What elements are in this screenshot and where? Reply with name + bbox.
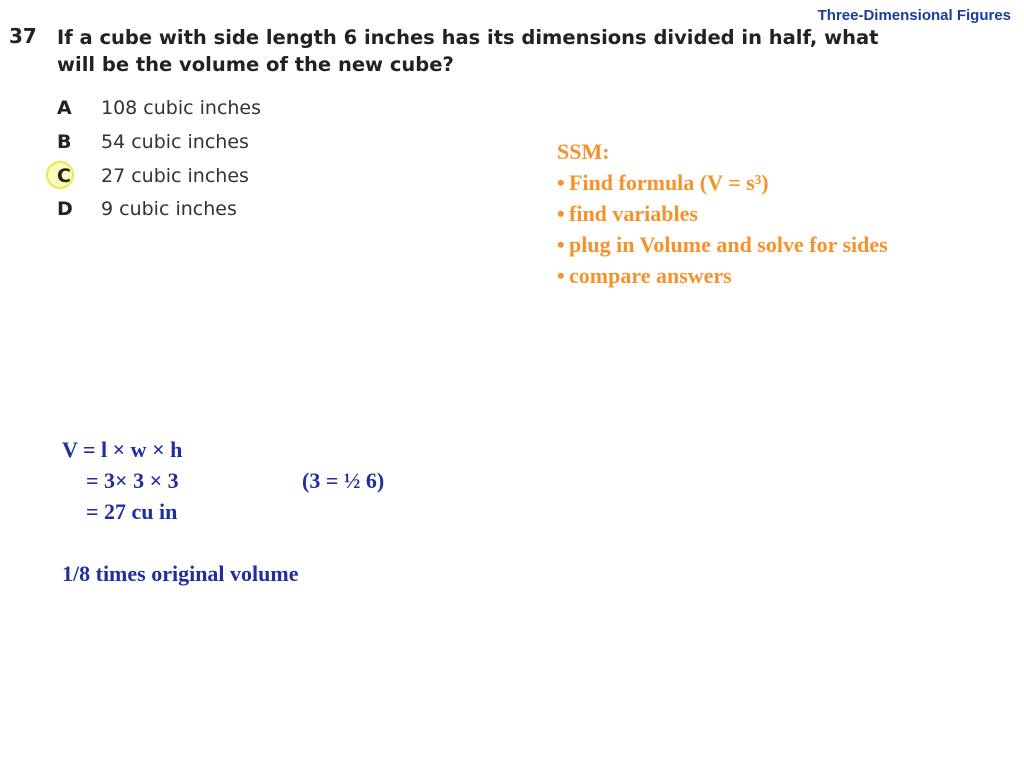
ssm-strategy bbox=[557, 136, 888, 291]
choice-d-text: 9 cubic inches bbox=[101, 198, 237, 220]
choice-d-letter: D bbox=[57, 198, 73, 220]
choice-a-text: 108 cubic inches bbox=[101, 97, 262, 119]
slide-title: Three-Dimensional Figures bbox=[817, 7, 1011, 24]
choice-c-letter: C bbox=[57, 165, 87, 187]
choice-b-letter: B bbox=[57, 131, 72, 153]
ssm-item: • Find formula (V = s³) bbox=[557, 170, 769, 195]
substitution-note: (3 = ½ 6) bbox=[302, 468, 385, 493]
worked-solution bbox=[62, 434, 385, 589]
ssm-item: • compare answers bbox=[557, 263, 732, 288]
result-line: = 27 cu in bbox=[86, 499, 178, 524]
choice-c-text: 27 cubic inches bbox=[101, 165, 249, 187]
conclusion-line: 1/8 times original volume bbox=[62, 561, 299, 586]
ssm-item: • find variables bbox=[557, 201, 698, 226]
formula-line: V = l × w × h bbox=[62, 437, 183, 462]
ssm-heading: SSM: bbox=[557, 139, 610, 164]
ssm-item: • plug in Volume and solve for sides bbox=[557, 232, 888, 257]
choice-b-text: 54 cubic inches bbox=[101, 131, 249, 153]
substitution-line: = 3× 3 × 3 (3 = ½ 6) bbox=[62, 465, 298, 496]
ssm-list bbox=[557, 167, 888, 291]
question-number: 37 bbox=[9, 24, 37, 48]
question-text: If a cube with side length 6 inches has its dimensions divided in half, what will be the volume of the new cube? bbox=[57, 26, 879, 76]
choice-a-letter: A bbox=[57, 97, 72, 119]
